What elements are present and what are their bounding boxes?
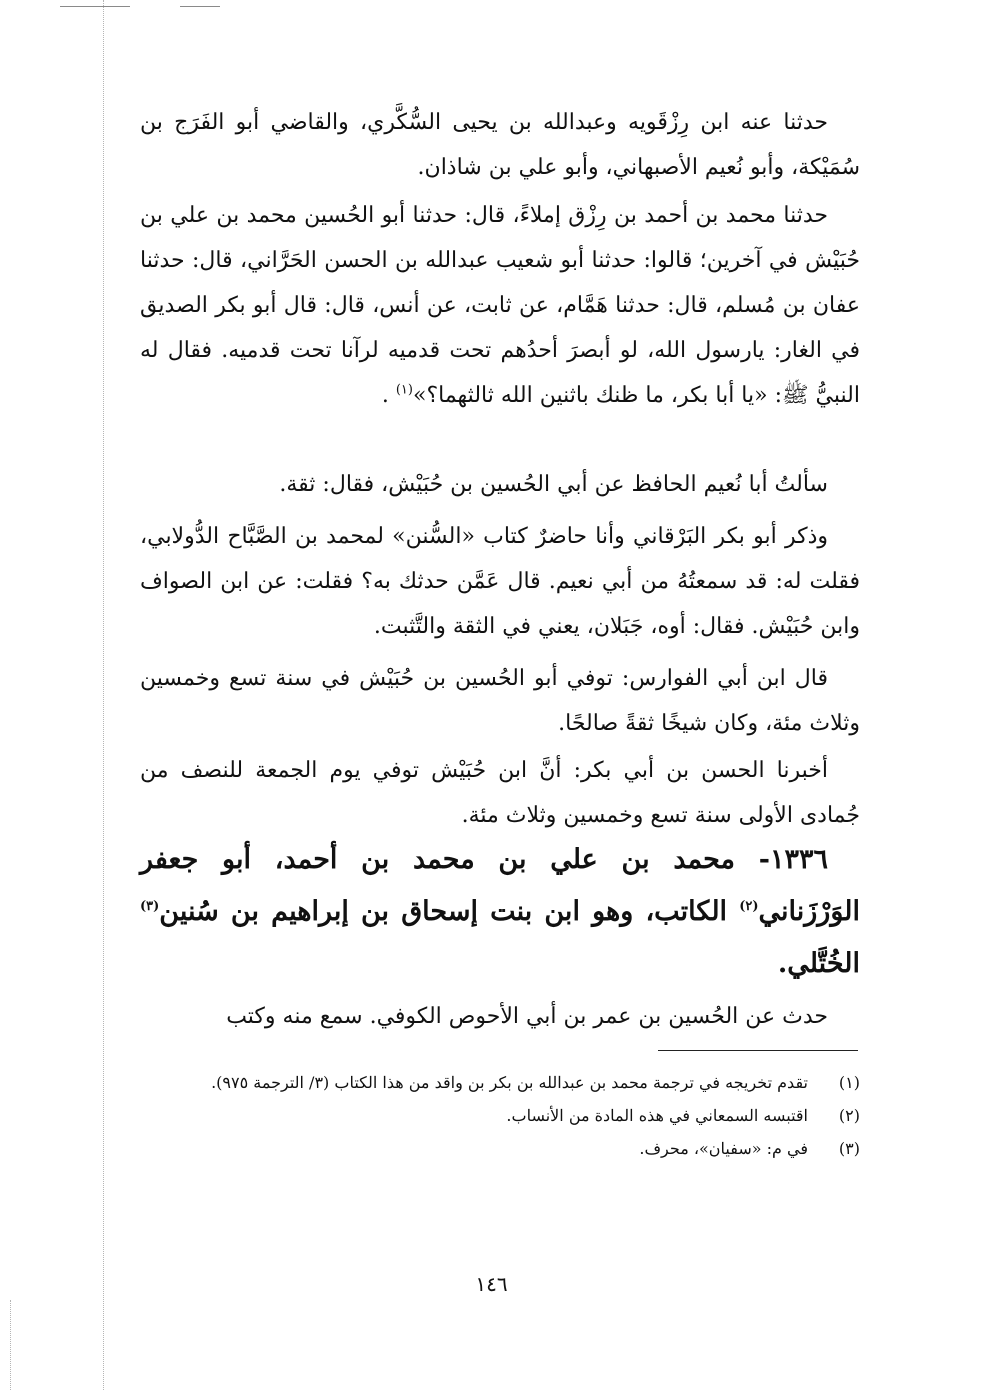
paragraph-3: سألتُ أبا نُعيم الحافظ عن أبي الحُسين بن حُبَيْش، فقال: ثقة. [279, 472, 828, 497]
footnote-number: (١) [838, 1073, 860, 1092]
paragraph-2-end: . [381, 383, 389, 408]
footnote-separator [658, 1050, 858, 1051]
paragraph-1: حدثنا عنه ابن رِزْقَويه وعبدالله بن يحيى السُّكَّري، والقاضي أبو الفَرَج بن سُمَيْكة، وأبو نُعيم الأصبهاني، وأبو علي بن شاذان. [140, 110, 860, 180]
paragraph-7: حدث عن الحُسين بن عمر بن أبي الأحوص الكوفي. سمع منه وكتب [226, 1004, 828, 1029]
footnote-number: (٢) [838, 1106, 860, 1125]
footnote-2 [140, 1101, 860, 1130]
heading-part-2: الكاتب، وهو ابن بنت إسحاق بن إبراهيم بن سُنين [159, 896, 740, 927]
footnote-number: (٣) [838, 1139, 860, 1158]
footnote-text: في م: «سفيان»، محرف. [639, 1139, 808, 1158]
footnote-text: تقدم تخريجه في ترجمة محمد بن عبدالله بن بكر بن واقد من هذا الكتاب (٣/ الترجمة ٩٧٥). [211, 1073, 808, 1092]
scan-artifact-line [60, 6, 130, 7]
heading-part-1: ١٣٣٦- محمد بن علي بن محمد بن أحمد، أبو جعفر الوَرْزَناني [140, 844, 860, 927]
scan-artifact-line [180, 6, 220, 7]
biography-heading [140, 834, 860, 990]
footnote-text: اقتبسه السمعاني في هذه المادة من الأنساب. [506, 1106, 808, 1125]
paragraph-6: أخبرنا الحسن بن أبي بكر: أنَّ ابن حُبَيْش توفي يوم الجمعة للنصف من جُمادى الأولى سنة تسع وخمسين وثلاث مئة. [140, 758, 860, 828]
paragraph-2-text: حدثنا محمد بن أحمد بن رِزْق إملاءً، قال: حدثنا أبو الحُسين محمد بن علي بن حُبَيْش في آخرين؛ قالوا: حدثنا أبو شعيب عبدالله بن الحسن الحَرَّاني، قال: حدثنا عفان بن مُسلم، قال: حدثنا هَمَّام، عن ثابت، عن أنس، قال: قال أبو بكر الصديق في الغار: يارسول الله، لو أبصرَ أحدُهم تحت قدميه لرآنا تحت قدميه. فقال له النبيُّ ﷺ: «يا أبا بكر، ما ظنك باثنين الله ثالثهما؟» [140, 203, 860, 408]
footnote-3 [140, 1134, 860, 1163]
footnote-1 [140, 1068, 860, 1097]
footnote-ref-2: (٢) [739, 899, 759, 914]
scan-artifact-dots [10, 1300, 12, 1390]
footnote-ref-3: (٣) [140, 899, 160, 914]
footnote-ref-1: (١) [395, 382, 413, 398]
scan-artifact-dots [103, 0, 105, 1390]
footnotes [140, 1068, 860, 1167]
paragraph-4: وذكر أبو بكر البَرْقاني وأنا حاضرٌ كتاب «السُّنن» لمحمد بن الصَّبَّاح الدُّولابي، فقلت له: قد سمعتُهُ من أبي نعيم. قال عَمَّن حدثك به؟ فقلت: عن ابن الصواف وابن حُبَيْش. فقال: أوه، جَبَلان، يعني في الثقة والتَّثبت. [140, 524, 860, 639]
heading-part-3: الخُتَّلي. [777, 948, 860, 979]
page-number: ١٤٦ [475, 1272, 508, 1296]
paragraph-2 [140, 193, 860, 418]
paragraph-5: قال ابن أبي الفوارس: توفي أبو الحُسين بن حُبَيْش في سنة تسع وخمسين وثلاث مئة، وكان شيخًا ثقةً صالحًا. [140, 666, 860, 736]
